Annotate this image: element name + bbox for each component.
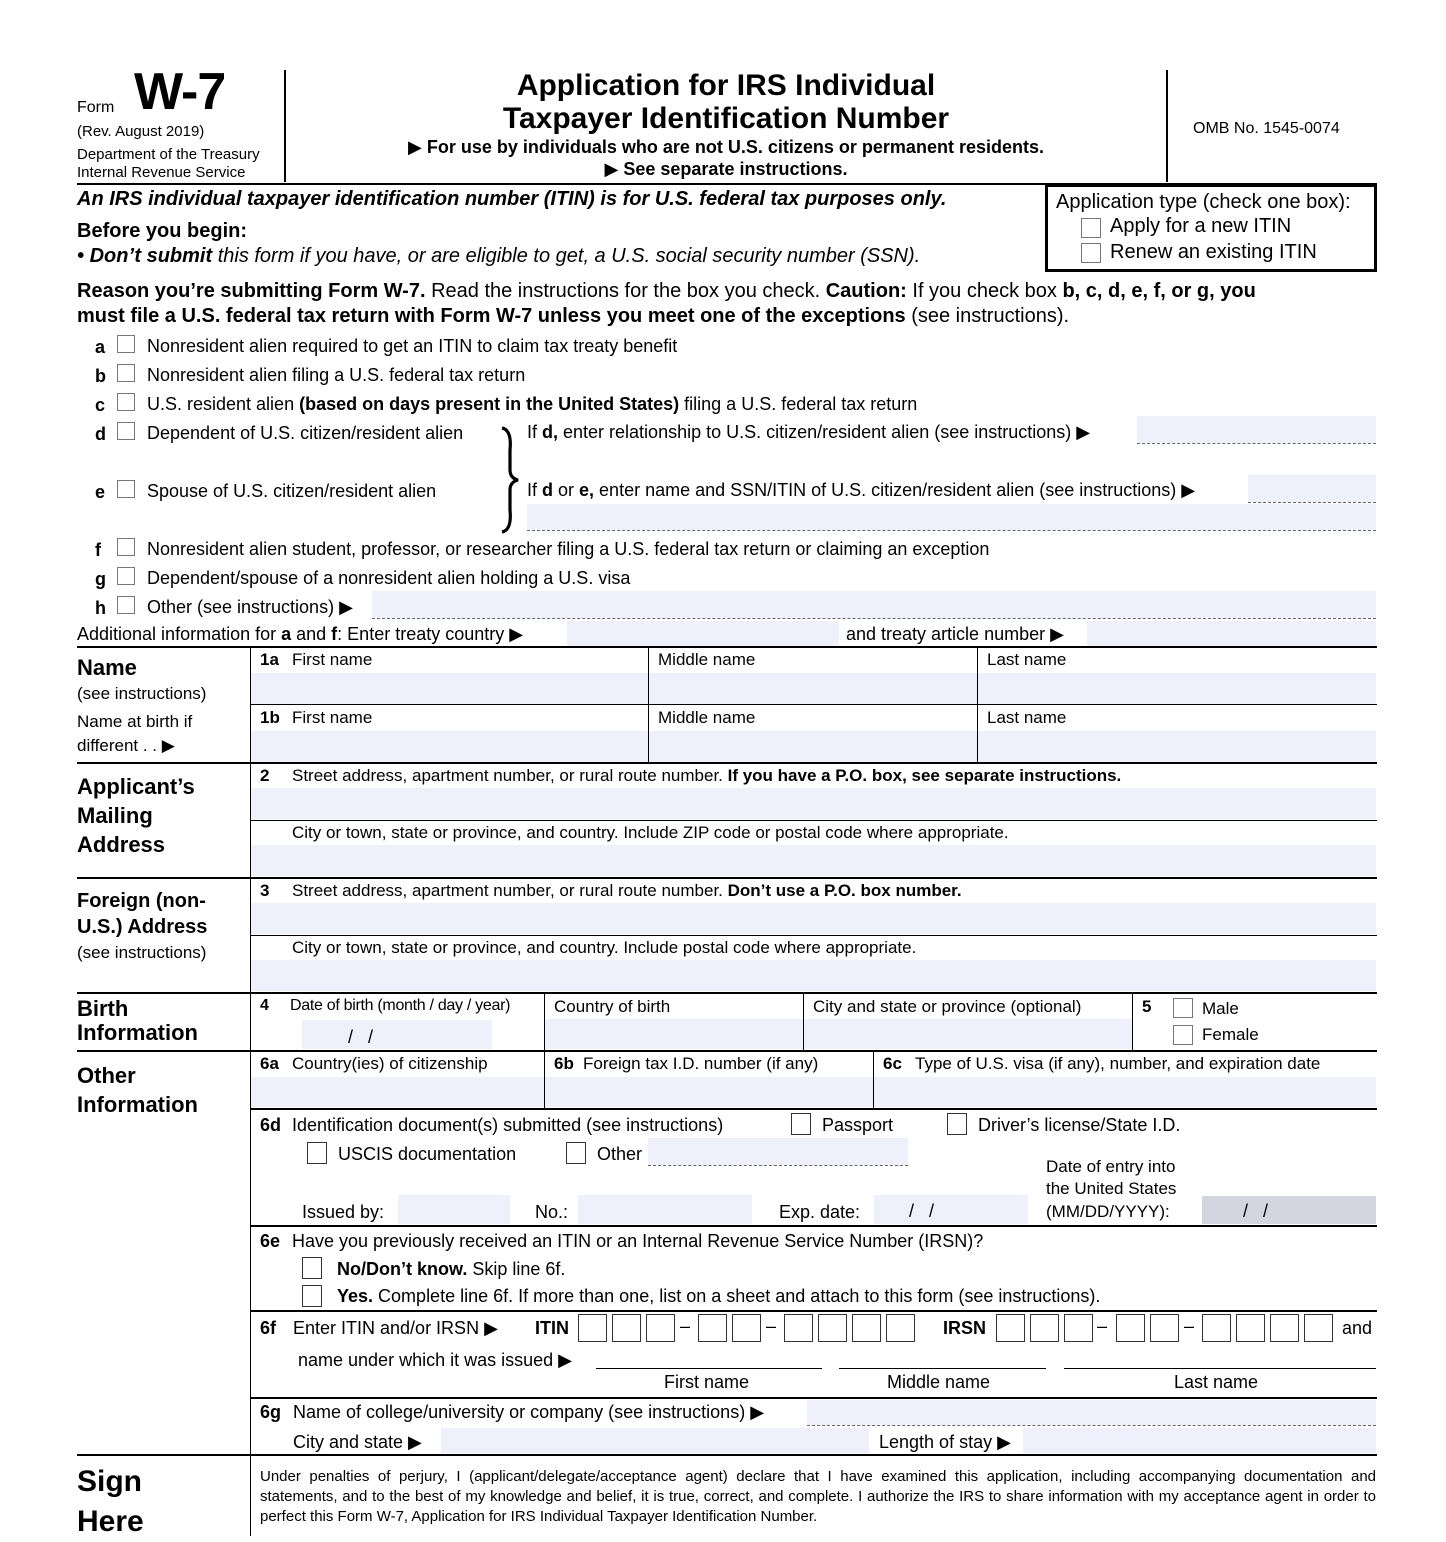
application-type-title: Application type (check one box): [1056, 191, 1351, 213]
exp-date-label: Exp. date: [779, 1202, 861, 1222]
relationship-line [1137, 443, 1376, 444]
female-label: Female [1202, 1025, 1259, 1044]
name-see-instructions: (see instructions) [77, 684, 207, 703]
name-at-birth-label-2: different . . ▶ [77, 736, 175, 755]
irsn-digit-box[interactable] [1116, 1314, 1145, 1342]
last-name-1a-field[interactable] [978, 673, 1376, 704]
reason-h-checkbox[interactable] [117, 596, 135, 614]
length-of-stay-label: Length of stay ▶ [879, 1432, 1011, 1452]
if-de-or: or [553, 480, 580, 500]
reason-c-bold: (based on days present in the United States) [299, 394, 680, 414]
line-1a-number: 1a [260, 650, 279, 669]
page-title [286, 70, 1166, 180]
middle-name-1b-field[interactable] [649, 731, 977, 762]
yes-label: Yes. [337, 1286, 374, 1306]
line-1b-number: 1b [260, 708, 280, 727]
citizen-name-ssn-field[interactable] [1248, 475, 1376, 502]
itin-digit-box[interactable] [852, 1314, 881, 1342]
dob-label: Date of birth (month / day / year) [290, 997, 511, 1014]
country-of-birth-field[interactable] [545, 1019, 803, 1049]
issued-last-name-line[interactable] [1064, 1368, 1376, 1369]
uscis-label: USCIS documentation [338, 1144, 517, 1164]
title-subline-2: ▶ See separate instructions. [604, 159, 848, 179]
citizen-name-ssn-line [1248, 502, 1376, 503]
foreign-title-2: U.S.) Address [77, 916, 208, 938]
city-of-birth-label: City and state or province (optional) [813, 997, 1082, 1016]
treaty-f: f [331, 624, 338, 644]
issued-name-label: name under which it was issued ▶ [298, 1350, 572, 1370]
itin-purpose-note: An IRS individual taxpayer identification number (ITIN) is for U.S. federal tax purposes only. [77, 188, 947, 210]
foreign-city-field[interactable] [251, 960, 1376, 991]
first-name-1b-field[interactable] [251, 731, 648, 762]
reason-f-letter: f [95, 540, 101, 560]
treaty-and: and [291, 624, 332, 644]
birth-left-border [250, 994, 251, 1050]
birth-section-title [77, 997, 198, 1045]
exp-date-field[interactable] [874, 1195, 1028, 1224]
irsn-digit-box[interactable] [1304, 1314, 1333, 1342]
reason-a-checkbox[interactable] [117, 335, 135, 353]
reason-c-post: filing a U.S. federal tax return [679, 394, 918, 414]
sign-left-border [250, 1456, 251, 1536]
drivers-license-label: Driver’s license/State I.D. [978, 1115, 1181, 1135]
itin-digit-box[interactable] [612, 1314, 641, 1342]
name-at-birth-label: Name at birth if [77, 712, 193, 731]
reason-heading-text: Read the instructions for the box you check. [425, 280, 826, 302]
citizenship-field[interactable] [251, 1077, 544, 1107]
other-bottom-rule [77, 1454, 1377, 1456]
issued-last-name-caption: Last name [1174, 1372, 1259, 1392]
itin-digit-box[interactable] [646, 1314, 675, 1342]
other-document-label: Other [597, 1144, 643, 1164]
mailing-title-1: Applicant’s [77, 774, 195, 799]
citizenship-label: Country(ies) of citizenship [292, 1054, 488, 1073]
reason-d-checkbox[interactable] [117, 422, 135, 440]
entry-date-field[interactable] [1202, 1196, 1376, 1224]
entry-date-label-2: the United States [1046, 1179, 1177, 1198]
line-6a-number: 6a [260, 1054, 279, 1073]
perjury-declaration: Under penalties of perjury, I (applicant/delegate/acceptance agent) declare that I have examined this application, including accompanying documentation and statements, and to the best of my knowledge and belief, it is true, correct, and complete. I authorize the IRS to share information with my acceptance agent in order to perfect this Form W-7, Application for IRS Individual Taxpayer Identification Number. [260, 1468, 1376, 1525]
reason-b-label: Nonresident alien filing a U.S. federal tax return [147, 365, 526, 385]
reason-f-checkbox[interactable] [117, 538, 135, 556]
foreign-section-title [77, 888, 207, 940]
exp-date-value: / / [909, 1201, 935, 1221]
reason-d-label: Dependent of U.S. citizen/resident alien [147, 423, 464, 443]
other-section-title [77, 1061, 198, 1119]
first-name-1a-field[interactable] [251, 673, 648, 704]
previous-itin-question: Have you previously received an ITIN or an Internal Revenue Service Number (IRSN)? [292, 1231, 984, 1251]
other-reason-line [372, 618, 1376, 619]
if-d-or-e-label [527, 480, 1195, 501]
irsn-digit-box[interactable] [1064, 1314, 1093, 1342]
itin-digit-box[interactable] [732, 1314, 761, 1342]
foreign-street-label [292, 881, 962, 901]
issued-first-name-line[interactable] [596, 1368, 822, 1369]
if-d-label [527, 422, 1090, 443]
line-6b-number: 6b [554, 1054, 574, 1073]
college-company-field[interactable] [807, 1400, 1376, 1425]
if-d-post: enter relationship to U.S. citizen/resident alien (see instructions) ▶ [558, 422, 1091, 442]
irsn-label: IRSN [943, 1318, 987, 1338]
previous-itin-no-label [337, 1259, 565, 1280]
reason-c-checkbox[interactable] [117, 393, 135, 411]
issued-first-name-caption: First name [664, 1372, 750, 1392]
agency: Internal Revenue Service [77, 164, 246, 181]
irsn-digit-box[interactable] [1236, 1314, 1265, 1342]
if-de-pre: If [527, 480, 543, 500]
reason-g-checkbox[interactable] [117, 567, 135, 585]
drivers-license-checkbox[interactable] [947, 1113, 967, 1135]
treaty-post: : Enter treaty country ▶ [337, 624, 524, 644]
visa-label: Type of U.S. visa (if any), number, and expiration date [915, 1054, 1321, 1073]
and-label: and [1342, 1318, 1373, 1338]
sign-here-title [77, 1462, 144, 1542]
header-divider-right [1166, 70, 1168, 182]
if-de-d: d [542, 480, 554, 500]
must-file-note: must file a U.S. federal tax return with Form W-7 unless you meet one of the exceptions [77, 305, 906, 327]
reason-h-label: Other (see instructions) ▶ [147, 597, 353, 617]
reason-c-letter: c [95, 395, 106, 415]
itin-digit-box[interactable] [578, 1314, 607, 1342]
previous-itin-yes-label [337, 1286, 1100, 1307]
name-1a-bottom-rule [250, 704, 1377, 705]
other-document-field[interactable] [648, 1138, 908, 1165]
if-de-post: enter name and SSN/ITIN of U.S. citizen/resident alien (see instructions) ▶ [594, 480, 1196, 500]
citizen-name-ssn-line-2 [527, 530, 1376, 531]
foreign-city-label: City or town, state or province, and country. Include postal code where appropriate. [292, 938, 917, 957]
irsn-separator: – [1184, 1316, 1195, 1336]
issued-by-field[interactable] [398, 1195, 510, 1224]
mailing-bottom-rule [77, 877, 1377, 879]
renew-itin-checkbox[interactable] [1081, 243, 1101, 263]
birth-bottom-rule [77, 1050, 1377, 1052]
entry-date-label-1: Date of entry into [1046, 1157, 1176, 1176]
reason-c-pre: U.S. resident alien [147, 394, 300, 414]
doc-number-label: No.: [535, 1202, 569, 1222]
irsn-separator: – [1097, 1316, 1108, 1336]
mailing-po-box-note: If you have a P.O. box, see separate instructions. [727, 766, 1122, 785]
issued-by-label: Issued by: [302, 1202, 385, 1222]
other-document-checkbox[interactable] [566, 1142, 586, 1164]
caution-label: Caution: [825, 280, 907, 302]
skip-6f: Skip line 6f. [467, 1259, 566, 1279]
apply-new-itin-checkbox[interactable] [1081, 218, 1101, 238]
reason-c-label [147, 394, 917, 415]
itin-separator: – [680, 1316, 691, 1336]
middle-name-1a-label: Middle name [658, 650, 756, 669]
reason-g-label: Dependent/spouse of a nonresident alien holding a U.S. visa [147, 568, 631, 588]
foreign-street-text: Street address, apartment number, or rural route number. [292, 881, 728, 900]
reason-a-letter: a [95, 337, 106, 357]
irsn-digit-box[interactable] [1150, 1314, 1179, 1342]
if-de-e: e, [579, 480, 595, 500]
mailing-street-text: Street address, apartment number, or rural route number. [292, 766, 728, 785]
treaty-pre: Additional information for [77, 624, 282, 644]
omb-number: OMB No. 1545-0074 [1193, 120, 1340, 137]
if-d-letter: d, [542, 422, 559, 442]
before-you-begin: Before you begin: [77, 220, 248, 242]
foreign-tax-id-label: Foreign tax I.D. number (if any) [583, 1054, 819, 1073]
mailing-street-label [292, 766, 1121, 786]
irsn-digit-box[interactable] [996, 1314, 1025, 1342]
relationship-field[interactable] [1137, 416, 1376, 443]
line-6f-number: 6f [260, 1318, 277, 1338]
treaty-a: a [281, 624, 292, 644]
entry-date-value: / / [1243, 1201, 1269, 1221]
treaty-article-field[interactable] [1087, 621, 1376, 646]
passport-label: Passport [822, 1115, 894, 1135]
male-checkbox[interactable] [1173, 998, 1193, 1018]
line-5-number: 5 [1142, 997, 1152, 1016]
reason-g-letter: g [95, 569, 106, 589]
birth-title-1: Birth [77, 996, 129, 1021]
issued-middle-name-line[interactable] [839, 1368, 1046, 1369]
irsn-digit-box[interactable] [1202, 1314, 1231, 1342]
line-6d-number: 6d [260, 1115, 282, 1135]
row6e-bottom-rule [250, 1310, 1377, 1312]
complete-6f: Complete line 6f. If more than one, list on a sheet and attach to this form (see instructions). [373, 1286, 1101, 1306]
issued-middle-name-caption: Middle name [887, 1372, 991, 1392]
itin-digit-box[interactable] [784, 1314, 813, 1342]
previous-itin-no-checkbox[interactable] [302, 1257, 322, 1279]
irsn-digit-boxes [996, 1314, 1341, 1344]
middle-name-1a-field[interactable] [649, 673, 977, 704]
title-subline-1: ▶ For use by individuals who are not U.S. citizens or permanent residents. [408, 137, 1044, 157]
irsn-digit-box[interactable] [1270, 1314, 1299, 1342]
line-4-number: 4 [260, 997, 269, 1014]
city-state-label: City and state ▶ [293, 1432, 422, 1452]
city-of-birth-field[interactable] [804, 1019, 1132, 1049]
foreign-bottom-rule [77, 992, 1377, 994]
treaty-bottom-rule [77, 646, 1377, 648]
line-6g-number: 6g [260, 1402, 282, 1422]
row6f-bottom-rule [250, 1397, 1377, 1399]
reason-boxes-list: b, c, d, e, f, or g, you [1062, 280, 1256, 302]
mailing-title-3: Address [77, 832, 166, 857]
department: Department of the Treasury [77, 146, 260, 163]
length-of-stay-field[interactable] [1023, 1428, 1376, 1453]
mailing-city-field[interactable] [251, 845, 1376, 876]
first-name-1a-label: First name [292, 650, 373, 669]
id-documents-label: Identification document(s) submitted (see instructions) [292, 1115, 724, 1135]
line-6e-number: 6e [260, 1231, 281, 1251]
reason-e-label: Spouse of U.S. citizen/resident alien [147, 481, 437, 501]
mailing-title-2: Mailing [77, 803, 153, 828]
title-line-1: Application for IRS Individual [516, 69, 936, 102]
dob-field[interactable] [302, 1020, 492, 1049]
itin-digit-box[interactable] [886, 1314, 915, 1342]
bullet: • [77, 245, 90, 267]
previous-itin-yes-checkbox[interactable] [302, 1285, 322, 1307]
reason-d-letter: d [95, 424, 106, 444]
treaty-article-label: and treaty article number ▶ [846, 624, 1064, 644]
sign-title-2: Here [77, 1505, 144, 1538]
itin-digit-boxes [578, 1314, 940, 1344]
irsn-digit-box[interactable] [1030, 1314, 1059, 1342]
city-state-field[interactable] [441, 1428, 869, 1453]
if-d-pre: If [527, 422, 543, 442]
last-name-1b-label: Last name [987, 708, 1067, 727]
foreign-see-instructions: (see instructions) [77, 943, 207, 962]
row6-bottom-rule [250, 1108, 1377, 1110]
revision-date: (Rev. August 2019) [77, 123, 205, 140]
itin-irsn-label: Enter ITIN and/or IRSN ▶ [293, 1318, 498, 1338]
dob-value: / / [348, 1027, 374, 1047]
treaty-country-field[interactable] [567, 621, 839, 646]
title-line-2: Taxpayer Identification Number [502, 102, 950, 135]
mailing-street-field[interactable] [251, 788, 1376, 819]
other-reason-field[interactable] [372, 591, 1376, 618]
reason-heading-text-2: If you check box [906, 280, 1063, 302]
other-title-2: Information [77, 1092, 198, 1117]
reason-b-checkbox[interactable] [117, 364, 135, 382]
reason-heading-bold: Reason you’re submitting Form W-7. [77, 280, 426, 302]
other-document-line [648, 1165, 908, 1166]
citizen-name-ssn-field-2[interactable] [527, 504, 1376, 530]
reason-b-letter: b [95, 366, 106, 386]
brace-icon [496, 426, 522, 534]
line-6c-number: 6c [883, 1054, 902, 1073]
form-label: Form [77, 99, 115, 116]
foreign-tax-id-field[interactable] [545, 1077, 873, 1107]
row6d-bottom-rule [250, 1225, 1377, 1227]
foreign-po-box-note: Don’t use a P.O. box number. [727, 881, 962, 900]
foreign-street-rule [250, 935, 1377, 936]
reason-h-letter: h [95, 598, 106, 618]
form-number: W-7 [134, 63, 226, 121]
apply-new-itin-label: Apply for a new ITIN [1110, 215, 1292, 237]
middle-name-1b-label: Middle name [658, 708, 756, 727]
reason-heading-line-2 [77, 305, 1069, 328]
reason-heading [77, 280, 1256, 303]
last-name-1a-label: Last name [987, 650, 1067, 669]
itin-digit-box[interactable] [818, 1314, 847, 1342]
line-2-number: 2 [260, 766, 270, 785]
doc-number-field[interactable] [578, 1195, 752, 1224]
foreign-title-1: Foreign (non- [77, 890, 206, 912]
treaty-label [77, 624, 523, 645]
college-company-line [807, 1425, 1376, 1426]
dont-submit-rest: this form if you have, or are eligible to get, a U.S. social security number (SSN). [212, 245, 921, 267]
birth-title-2: Information [77, 1020, 198, 1045]
reason-f-label: Nonresident alien student, professor, or researcher filing a U.S. federal tax return or claiming an exception [147, 539, 990, 559]
first-name-1b-label: First name [292, 708, 373, 727]
sign-title-1: Sign [77, 1465, 142, 1498]
passport-checkbox[interactable] [791, 1113, 811, 1135]
itin-separator: – [766, 1316, 777, 1336]
renew-itin-label: Renew an existing ITIN [1110, 241, 1317, 263]
female-checkbox[interactable] [1173, 1025, 1193, 1045]
reason-e-letter: e [95, 482, 106, 502]
itin-digit-box[interactable] [698, 1314, 727, 1342]
itin-label: ITIN [535, 1318, 569, 1338]
reason-e-checkbox[interactable] [117, 480, 135, 498]
see-instructions: (see instructions). [905, 305, 1070, 327]
college-company-label: Name of college/university or company (see instructions) ▶ [293, 1402, 765, 1422]
mailing-city-label: City or town, state or province, and country. Include ZIP code or postal code where appropriate. [292, 823, 1009, 842]
other-left-border [250, 1052, 251, 1454]
entry-date-label-3: (MM/DD/YYYY): [1046, 1202, 1170, 1221]
dont-submit-bold: Don’t submit [89, 245, 213, 267]
other-title-1: Other [77, 1063, 136, 1088]
birth-divider-3 [1132, 994, 1133, 1050]
last-name-1b-field[interactable] [978, 731, 1376, 762]
name-section-title: Name [77, 655, 137, 680]
country-of-birth-label: Country of birth [554, 997, 671, 1016]
line-3-number: 3 [260, 881, 270, 900]
male-label: Male [1202, 999, 1239, 1018]
no-dont-know: No/Don’t know. [337, 1259, 468, 1279]
dont-submit-note [77, 245, 920, 268]
mailing-section-title [77, 772, 195, 859]
uscis-checkbox[interactable] [307, 1142, 327, 1164]
mailing-street-rule [250, 820, 1377, 821]
name-bottom-rule [77, 762, 1377, 764]
reason-a-label: Nonresident alien required to get an ITIN to claim tax treaty benefit [147, 336, 678, 356]
visa-field[interactable] [874, 1077, 1376, 1107]
foreign-street-field[interactable] [251, 903, 1376, 934]
